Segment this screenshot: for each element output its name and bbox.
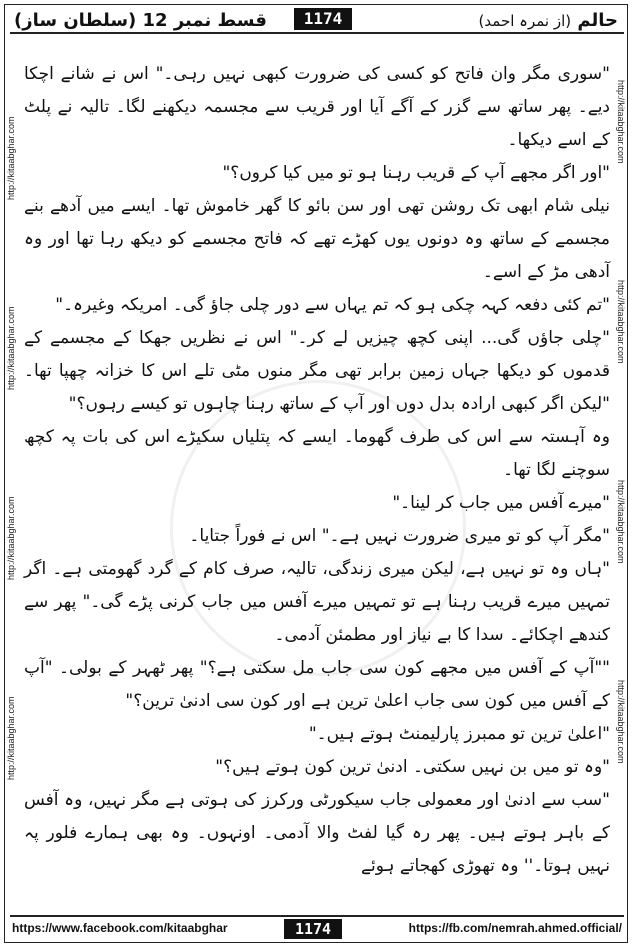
story-body <box>24 58 610 897</box>
side-url: http://kitaabghar.com <box>616 80 626 164</box>
side-url: http://kitaabghar.com <box>616 680 626 764</box>
novel-title <box>479 10 618 31</box>
facebook-link-right[interactable]: https://fb.com/nemrah.ahmed.official/ <box>408 921 622 935</box>
right-side-urls <box>614 60 630 879</box>
paragraph: "سب سے ادنیٰ اور معمولی جاب سیکورٹی ورکرز کی ہوتی ہے مگر نہیں، وہ آفس کے باہر ہوتے ہیں۔ پھر رہ گیا لفٹ والا آدمی۔ اونہوں۔ وہ بھی ہمارے فلور پہ نہیں ہوتا۔'' وہ تھوڑی کھجاتے ہوئے <box>24 790 610 876</box>
left-side-urls <box>6 60 22 879</box>
paragraph: نیلی شام ابھی تک روشن تھی اور سن بائو کا گھر خاموش تھا۔ ایسے میں آدھے بنے مجسمے کے ساتھ وہ دونوں یوں کھڑے تھے کہ فاتح مجسمے کو دیکھ رہا تھا اور وہ آدھی مڑ کے اسے۔ <box>24 196 610 282</box>
side-url: http://kitaabghar.com <box>6 306 16 390</box>
paragraph: "میرے آفس میں جاب کر لینا۔" <box>392 493 610 513</box>
paragraph: ""آپ کے آفس میں مجھے کون سی جاب مل سکتی ہے؟" پھر ٹھہر کے بولی۔ "آپ کے آفس میں کون سی جاب اعلیٰ ترین ہے اور کون سی ادنیٰ ترین؟" <box>24 658 610 711</box>
side-url: http://kitaabghar.com <box>6 116 16 200</box>
title-text: حالم <box>577 10 618 31</box>
paragraph: "چلی جاؤں گی... اپنی کچھ چیزیں لے کر۔" اس نے نظریں جھکا کے مجسمے کے قدموں کو دیکھا جہاں زمین برابر تھی مگر منوں مٹی تلے اس کا خزانہ چھپا تھا۔ "لیکن اگر کبھی ارادہ بدل دوں اور آپ کے ساتھ رہنا چاہوں تو کیسے رہوں؟" <box>24 328 610 414</box>
facebook-link-left[interactable]: https://www.facebook.com/kitaabghar <box>12 921 228 935</box>
paragraph: "ہاں وہ تو نہیں ہے، لیکن میری زندگی، تالیہ، صرف کام کے گرد گھومتی ہے۔ اگر تمہیں میرے قریب رہنا ہے تو تمہیں میرے آفس میں جاب کرنی پڑے گی۔" پھر سے کندھے اچکائے۔ سدا کا بے نیاز اور مطمئن آدمی۔ <box>24 559 610 645</box>
paragraph: "مگر آپ کو تو میری ضرورت نہیں ہے۔" اس نے فوراً جتایا۔ <box>189 526 610 546</box>
page-number-top: 1174 <box>294 8 352 30</box>
paragraph: "سوری مگر وان فاتح کو کسی کی ضرورت کبھی نہیں رہی۔" اس نے شانے اچکا دیے۔ پھر ساتھ سے گزر کے آگے آیا اور قریب سے مجسمہ دیکھنے لگا۔ تالیہ نے پلٹ کے اسے دیکھا۔ <box>24 64 610 150</box>
page-header <box>10 8 624 34</box>
header-rule <box>10 32 624 34</box>
side-url: http://kitaabghar.com <box>6 496 16 580</box>
episode-label: قسط نمبر 12 (سلطان ساز) <box>14 10 267 31</box>
paragraph: "اور اگر مجھے آپ کے قریب رہنا ہو تو میں کیا کروں؟" <box>222 163 610 183</box>
side-url: http://kitaabghar.com <box>616 280 626 364</box>
page-footer <box>10 915 624 941</box>
paragraph: "اعلیٰ ترین تو ممبرز پارلیمنٹ ہوتے ہیں۔" <box>308 724 610 744</box>
author-text: (از نمرہ احمد) <box>478 12 572 30</box>
side-url: http://kitaabghar.com <box>6 696 16 780</box>
paragraph: "تم کئی دفعہ کہہ چکی ہو کہ تم یہاں سے دور چلی جاؤ گی۔ امریکہ وغیرہ۔" <box>55 295 610 315</box>
page-number-bottom: 1174 <box>284 919 342 939</box>
side-url: http://kitaabghar.com <box>616 480 626 564</box>
paragraph: وہ آہستہ سے اس کی طرف گھوما۔ ایسے کہ پتلیاں سکیڑے اس کی بات پہ کچھ سوچنے لگا تھا۔ <box>24 427 610 480</box>
paragraph: "وہ تو میں بن نہیں سکتی۔ ادنیٰ ترین کون ہوتے ہیں؟" <box>215 757 610 777</box>
